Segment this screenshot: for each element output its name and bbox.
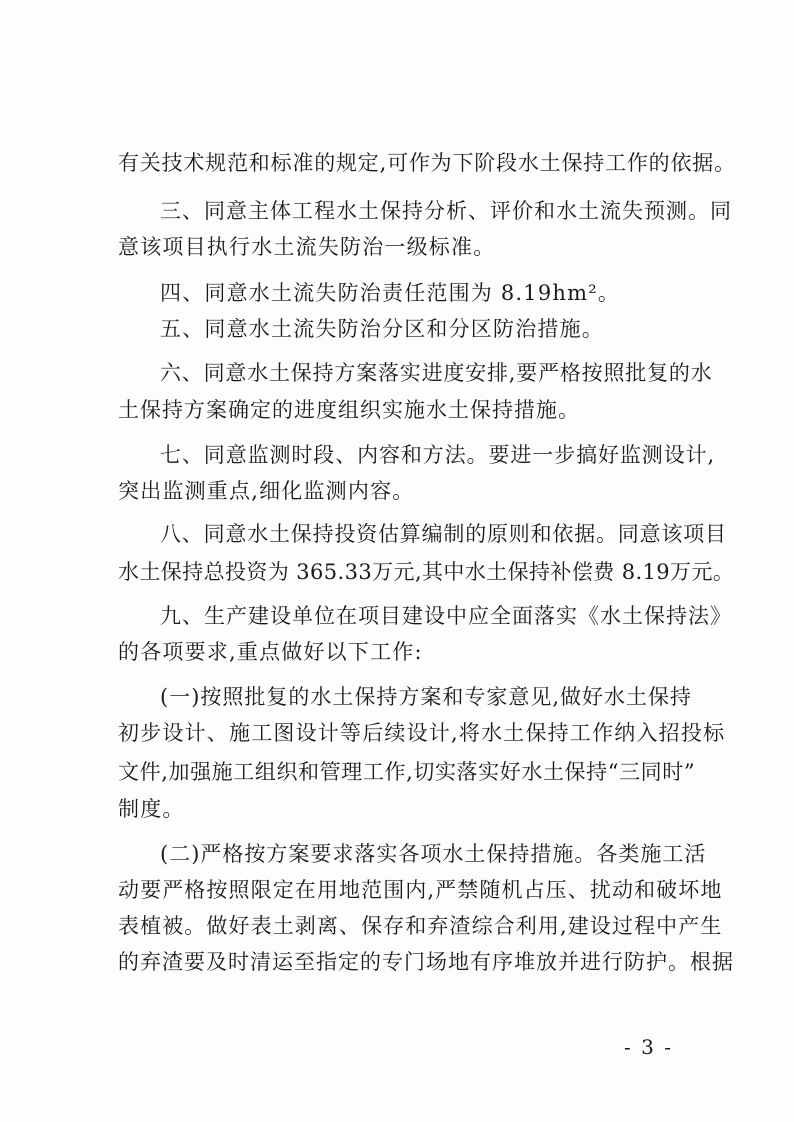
text-line: 四、同意水土流失防治责任范围为 8.19hm²。 — [160, 281, 621, 305]
text-line: (二)严格按方案要求落实各项水土保持措施。各类施工活 — [160, 842, 707, 866]
text-line: 有关技术规范和标准的规定,可作为下阶段水土保持工作的依据。 — [118, 151, 736, 175]
text-line: 七、同意监测时段、内容和方法。要进一步搞好监测设计, — [160, 443, 716, 467]
text-line: 三、同意主体工程水土保持分析、评价和水土流失预测。同 — [160, 199, 732, 223]
text-line: 表植被。做好表土剥离、保存和弃渣综合利用,建设过程中产生 — [118, 914, 723, 938]
text-line: 意该项目执行水土流失防治一级标准。 — [118, 235, 496, 259]
text-line: 土保持方案确定的进度组织实施水土保持措施。 — [118, 398, 580, 422]
text-line: 八、同意水土保持投资估算编制的原则和依据。同意该项目 — [160, 522, 727, 546]
text-line: (一)按照批复的水土保持方案和专家意见,做好水土保持 — [160, 685, 693, 709]
text-line: 的弃渣要及时清运至指定的专门场地有序堆放并进行防护。根据 — [118, 950, 734, 974]
text-line: 五、同意水土流失防治分区和分区防治措施。 — [160, 317, 604, 341]
text-line: 水土保持总投资为 365.33万元,其中水土保持补偿费 8.19万元。 — [118, 560, 735, 584]
page-number: - 3 - — [624, 1035, 673, 1059]
text-line: 制度。 — [118, 797, 185, 821]
text-line: 六、同意水土保持方案落实进度安排,要严格按照批复的水 — [160, 361, 713, 385]
text-line: 的各项要求,重点做好以下工作: — [118, 640, 423, 664]
text-line: 初步设计、施工图设计等后续设计,将水土保持工作纳入招投标 — [118, 721, 726, 745]
text-line: 文件,加强施工组织和管理工作,切实落实好水土保持“三同时” — [118, 760, 696, 784]
text-line: 九、生产建设单位在项目建设中应全面落实《水土保持法》 — [160, 604, 732, 628]
text-line: 动要严格按照限定在用地范围内,严禁随机占压、扰动和破坏地 — [118, 878, 723, 902]
text-line: 突出监测重点,细化监测内容。 — [118, 479, 415, 503]
